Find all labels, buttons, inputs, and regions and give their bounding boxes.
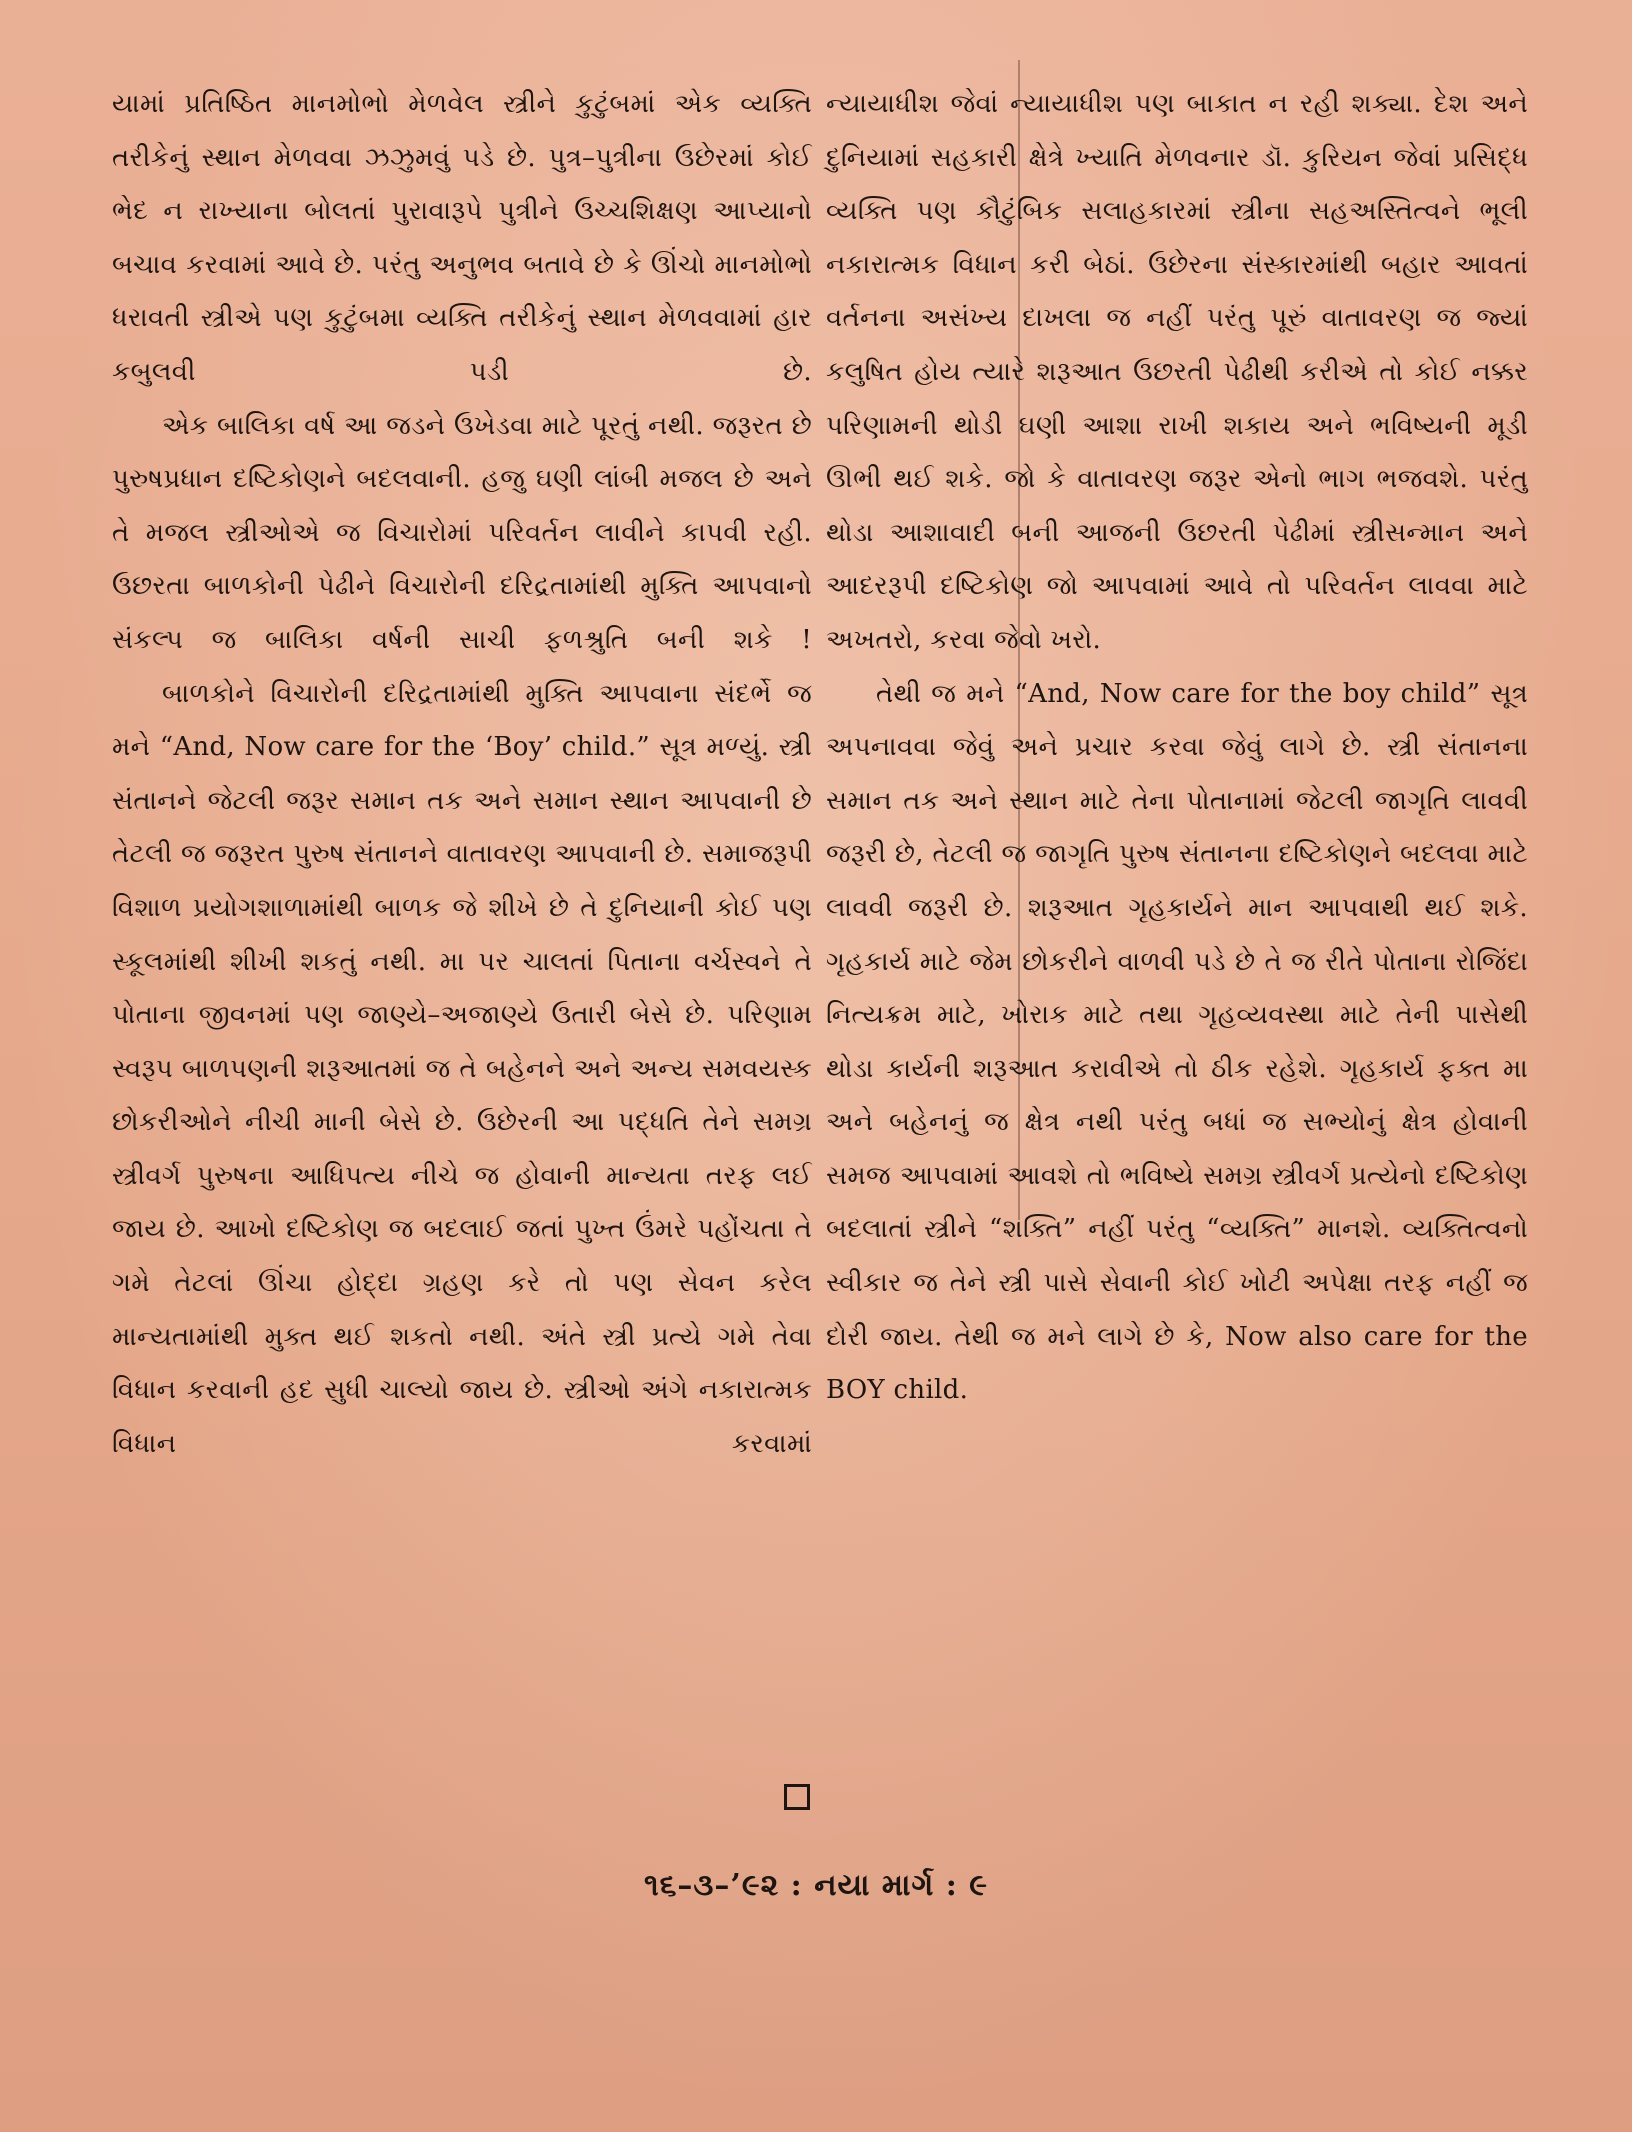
left-paragraph-1: યામાં પ્રતિષ્ઠિત માનમોભો મેળવેલ સ્ત્રીને કુટુંબમાં એક વ્યક્તિ તરીકેનું સ્થાન મેળવવા ઝઝુમવું પડે છે. પુત્ર–પુત્રીના ઉછેરમાં કોઈ ભેદ ન રાખ્યાના બોલતાં પુરાવારૂપે પુત્રીને ઉચ્ચશિક્ષણ આપ્યાનો બચાવ કરવામાં આવે છે. પરંતુ અનુભવ બતાવે છે કે ઊંચો માનમોભો ધરાવતી સ્ત્રીએ પણ કુટુંબમા વ્યક્તિ તરીકેનું સ્થાન મેળવવામાં હાર કબુલવી પડી છે. xyxy=(112,89,812,387)
right-column xyxy=(826,78,1528,1418)
left-column xyxy=(112,78,812,1471)
left-paragraph-2: એક બાલિકા વર્ષ આ જડને ઉખેડવા માટે પૂરતું નથી. જરૂરત છે પુરુષપ્રધાન દષ્ટિકોણને બદલવાની. હજુ ઘણી લાંબી મજલ છે અને તે મજલ સ્ત્રીઓએ જ વિચારોમાં પરિવર્તન લાવીને કાપવી રહી. ઉછરતા બાળકોની પેઢીને વિચારોની દરિદ્રતામાંથી મુક્તિ આપવાનો સંકલ્પ જ બાલિકા વર્ષની સાચી ફળશ્રુતિ બની શકે ! xyxy=(112,410,812,655)
right-paragraph-2: તેથી જ મને “And, Now care for the boy child” સૂત્ર અપનાવવા જેવું અને પ્રચાર કરવા જેવું લાગે છે. સ્ત્રી સંતાનના સમાન તક અને સ્થાન માટે તેના પોતાનામાં જેટલી જાગૃતિ લાવવી જરૂરી છે, તેટલી જ જાગૃતિ પુરુષ સંતાનના દષ્ટિકોણને બદલવા માટે લાવવી જરૂરી છે. શરૂઆત ગૃહકાર્યને માન આપવાથી થઈ શકે. ગૃહકાર્ય માટે જેમ છોકરીને વાળવી પડે છે તે જ રીતે પોતાના રોજિંદા નિત્યક્રમ માટે, ખોરાક માટે તથા ગૃહવ્યવસ્થા માટે તેની પાસેથી થોડા કાર્યની શરૂઆત કરાવીએ તો ઠીક રહેશે. ગૃહકાર્ય ફક્ત મા અને બહેનનું જ ક્ષેત્ર નથી પરંતુ બધાં જ સભ્યોનું ક્ષેત્ર હોવાની સમજ આપવામાં આવશે તો ભવિષ્યે સમગ્ર સ્ત્રીવર્ગ પ્રત્યેનો દષ્ટિકોણ બદલાતાં સ્ત્રીને “શક્તિ” નહીં પરંતુ “વ્યક્તિ” માનશે. વ્યક્તિત્વનો સ્વીકાર જ તેને સ્ત્રી પાસે સેવાની કોઈ ખોટી અપેક્ષા તરફ નહીં જ દોરી જાય. તેથી જ મને લાગે છે કે, Now also care for the BOY child. xyxy=(826,678,1528,1406)
end-of-article-square-icon xyxy=(784,1784,810,1810)
page-footer: ૧૬–૩–’૯૨ : નયા માર્ગ : ૯ xyxy=(643,1868,989,1903)
left-paragraph-3: બાળકોને વિચારોની દરિદ્રતામાંથી મુક્તિ આપવાના સંદર્ભે જ મને “And, Now care for the ‘Boy’ child.” સૂત્ર મળ્યું. સ્ત્રી સંતાનને જેટલી જરૂર સમાન તક અને સમાન સ્થાન આપવાની છે તેટલી જ જરૂરત પુરુષ સંતાનને વાતાવરણ આપવાની છે. સમાજરૂપી વિશાળ પ્રયોગશાળામાંથી બાળક જે શીખે છે તે દુનિયાની કોઈ પણ સ્કૂલમાંથી શીખી શકતું નથી. મા પર ચાલતાં પિતાના વર્ચસ્વને તે પોતાના જીવનમાં પણ જાણ્યે–અજાણ્યે ઉતારી બેસે છે. પરિણામ સ્વરૂપ બાળપણની શરૂઆતમાં જ તે બહેનને અને અન્ય સમવયસ્ક છોકરીઓને નીચી માની બેસે છે. ઉછેરની આ પદ્ધતિ તેને સમગ્ર સ્ત્રીવર્ગ પુરુષના આધિપત્ય નીચે જ હોવાની માન્યતા તરફ લઈ જાય છે. આખો દષ્ટિકોણ જ બદલાઈ જતાં પુખ્ત ઉંમરે પહોંચતા તે ગમે તેટલાં ઊંચા હોદ્દા ગ્રહણ કરે તો પણ સેવન કરેલ માન્યતામાંથી મુક્ત થઈ શકતો નથી. અંતે સ્ત્રી પ્રત્યે ગમે તેવા વિધાન કરવાની હદ સુધી ચાલ્યો જાય છે. સ્ત્રીઓ અંગે નકારાત્મક વિધાન કરવામાં xyxy=(112,678,812,1459)
right-paragraph-1: ન્યાયાધીશ જેવાં ન્યાયાધીશ પણ બાકાત ન રહી શક્યા. દેશ અને દુનિયામાં સહકારી ક્ષેત્રે ખ્યાતિ મેળવનાર ડૉ. કુરિયન જેવાં પ્રસિદ્ધ વ્યક્તિ પણ કૌટુંબિક સલાહકારમાં સ્ત્રીના સહઅસ્તિત્વને ભૂલી નકારાત્મક વિધાન કરી બેઠાં. ઉછેરના સંસ્કારમાંથી બહાર આવતાં વર્તનના અસંખ્ય દાખલા જ નહીં પરંતુ પૂરું વાતાવરણ જ જ્યાં કલુષિત હોય ત્યારે શરૂઆત ઉછરતી પેઢીથી કરીએ તો કોઈ નક્કર પરિણામની થોડી ઘણી આશા રાખી શકાય અને ભવિષ્યની મૂડી ઊભી થઈ શકે. જો કે વાતાવરણ જરૂર એનો ભાગ ભજવશે. પરંતુ થોડા આશાવાદી બની આજની ઉછરતી પેઢીમાં સ્ત્રીસન્માન અને આદરરૂપી દષ્ટિકોણ જો આપવામાં આવે તો પરિવર્તન લાવવા માટે અખતરો, કરવા જેવો ખરો. xyxy=(826,89,1528,655)
